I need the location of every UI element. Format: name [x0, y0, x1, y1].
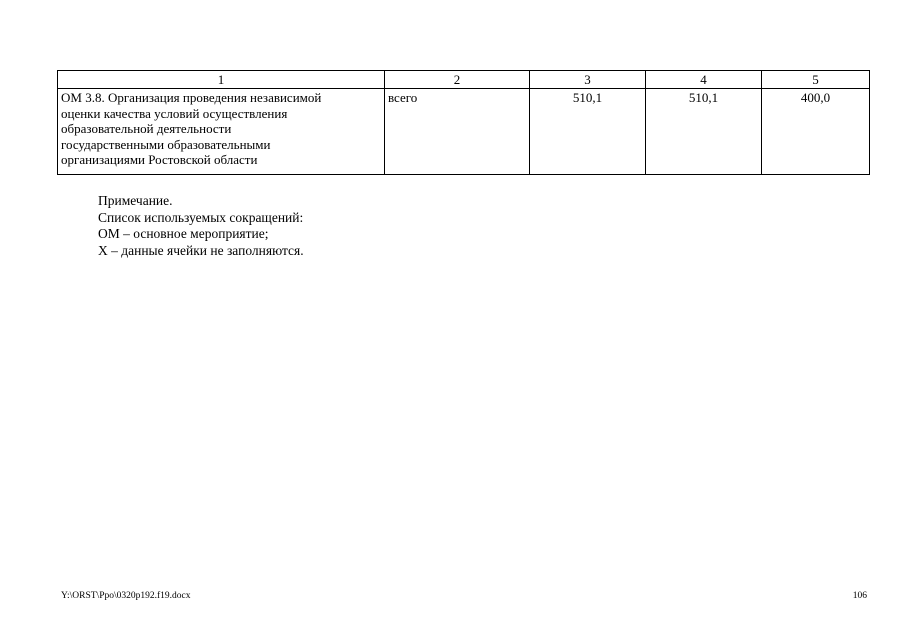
column-header-2: 2	[385, 71, 530, 89]
funding-source-cell: всего	[385, 89, 530, 175]
activity-name-line: ОМ 3.8. Организация проведения независимой	[61, 90, 322, 105]
page-number: 106	[852, 591, 867, 601]
notes-title: Примечание.	[98, 193, 173, 208]
column-header-3: 3	[530, 71, 646, 89]
notes-line: Список используемых сокращений:	[98, 209, 304, 225]
activity-name-line: организациями Ростовской области	[61, 152, 258, 167]
value-cell-3: 510,1	[530, 89, 646, 175]
table-header-row	[58, 71, 870, 89]
program-table	[57, 70, 870, 175]
notes-block	[98, 193, 304, 259]
notes-line: Х – данные ячейки не заполняются.	[98, 242, 304, 258]
column-header-4: 4	[646, 71, 762, 89]
activity-name-line: государственными образовательными	[61, 136, 271, 152]
value-cell-4: 510,1	[646, 89, 762, 175]
column-header-5: 5	[762, 71, 870, 89]
notes-line: ОМ – основное мероприятие;	[98, 226, 269, 241]
column-header-1: 1	[58, 71, 385, 89]
footer-file-path: Y:\ORST\Ppo\0320p192.f19.docx	[61, 591, 191, 601]
activity-name-line: оценки качества условий осуществления	[61, 105, 288, 121]
activity-name-cell	[58, 89, 385, 175]
table-row	[58, 89, 870, 175]
activity-name-line: образовательной деятельности	[61, 121, 232, 136]
value-cell-5: 400,0	[762, 89, 870, 175]
